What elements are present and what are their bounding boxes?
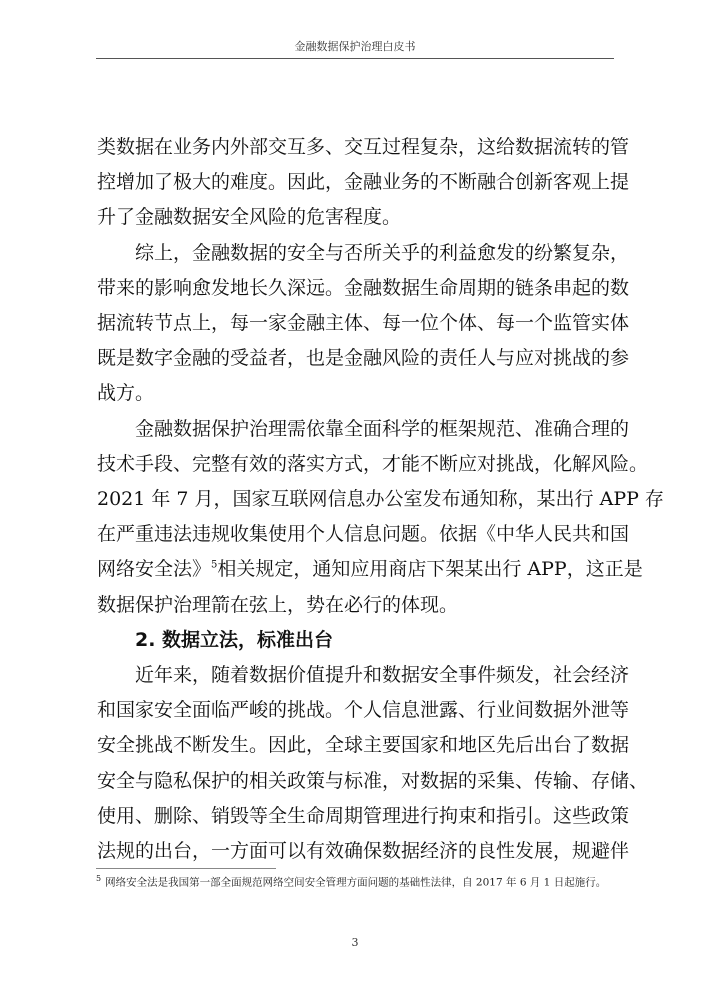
text-line: 综上，金融数据的安全与否所关乎的利益愈发的纷繁复杂，	[135, 241, 630, 264]
footnote-reference[interactable]: 5	[211, 560, 218, 572]
text-line: 据流转节点上，每一家金融主体、每一位个体、每一个监管实体	[97, 312, 630, 335]
text-line-with-footnote	[97, 552, 643, 587]
text-line: 2021 年 7 月，国家互联网信息办公室发布通知称，某出行 APP 存	[97, 488, 664, 511]
running-header: 金融数据保护治理白皮书	[294, 40, 416, 53]
text-line: 金融数据保护治理需依靠全面科学的框架规范、准确合理的	[135, 417, 630, 440]
section-heading: 2. 数据立法，标准出台	[135, 628, 334, 651]
text-line: 使用、删除、销毁等全生命周期管理进行拘束和指引。这些政策	[97, 804, 630, 827]
text-fragment: 相关规定，通知应用商店下架某出行 APP，这正是	[217, 558, 643, 581]
text-line: 升了金融数据安全风险的危害程度。	[97, 206, 402, 229]
paragraph-2	[97, 236, 630, 412]
footnote-rule	[96, 868, 276, 869]
paragraph-4	[97, 658, 649, 869]
text-line: 在严重违法违规收集使用个人信息问题。依据《中华人民共和国	[97, 523, 630, 546]
text-fragment: 网络安全法》	[97, 558, 212, 581]
text-line: 和国家安全面临严峻的挑战。个人信息泄露、行业间数据外泄等	[97, 699, 630, 722]
page-number: 3	[351, 936, 359, 949]
text-line: 控增加了极大的难度。因此，金融业务的不断融合创新客观上提	[97, 171, 630, 194]
header-rule	[96, 58, 614, 59]
paragraph-3	[97, 412, 664, 623]
footnote-mark: 5	[96, 874, 102, 883]
text-line: 近年来，随着数据价值提升和数据安全事件频发，社会经济	[135, 664, 630, 687]
text-line: 战方。	[97, 382, 155, 405]
text-line: 类数据在业务内外部交互多、交互过程复杂，这给数据流转的管	[97, 136, 630, 158]
text-line: 法规的出台，一方面可以有效确保数据经济的良性发展，规避伴	[97, 840, 630, 863]
text-line: 带来的影响愈发地长久深远。金融数据生命周期的链条串起的数	[97, 276, 630, 299]
text-line: 数据保护治理箭在弦上，势在必行的体现。	[97, 593, 459, 616]
body-text	[97, 130, 664, 869]
footnote	[96, 874, 616, 890]
text-line: 安全与隐私保护的相关政策与标准，对数据的采集、传输、存储、	[97, 769, 649, 792]
text-line: 安全挑战不断发生。因此，全球主要国家和地区先后出台了数据	[97, 734, 630, 757]
footnote-text: 网络安全法是我国第一部全面规范网络空间安全管理方面问题的基础性法律，自 2017 年 6 月 1 日起施行。	[105, 876, 607, 889]
paragraph-1	[97, 130, 630, 236]
text-line: 技术手段、完整有效的落实方式，才能不断应对挑战，化解风险。	[97, 452, 649, 475]
text-line: 既是数字金融的受益者，也是金融风险的责任人与应对挑战的参	[97, 347, 630, 370]
